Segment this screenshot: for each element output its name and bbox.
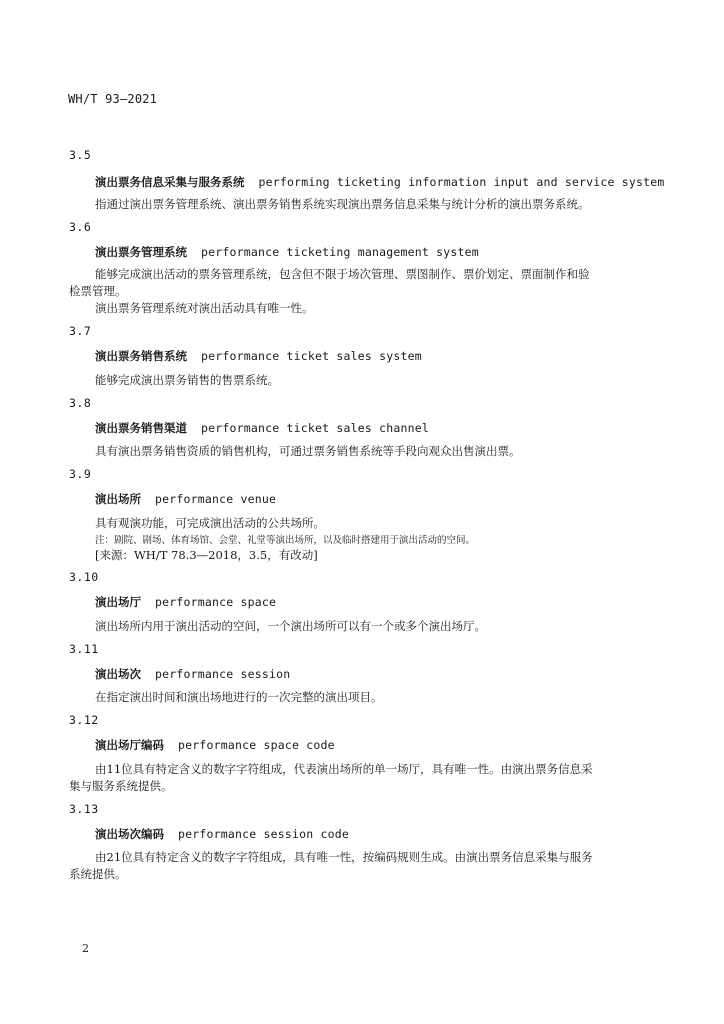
term-heading: [95, 737, 335, 753]
term-heading: [95, 348, 422, 364]
term-english: performance space code: [178, 738, 335, 752]
term-chinese: 演出场厅编码: [95, 738, 164, 752]
clause-number: 3.12: [69, 713, 99, 727]
term-heading: [95, 174, 665, 190]
term-english: performance session code: [178, 827, 349, 841]
term-chinese: 演出票务信息采集与服务系统: [95, 175, 245, 189]
term-english: performing ticketing information input and service system: [258, 175, 665, 189]
clause-number: 3.8: [69, 396, 92, 410]
clause-number: 3.9: [69, 467, 92, 481]
clause-number: 3.7: [69, 324, 92, 338]
term-chinese: 演出场次编码: [95, 827, 164, 841]
term-chinese: 演出票务销售渠道: [95, 421, 187, 435]
term-chinese: 演出场厅: [95, 595, 141, 609]
term-heading: [95, 244, 479, 260]
term-chinese: 演出票务管理系统: [95, 245, 187, 259]
clause-number: 3.13: [69, 802, 99, 816]
term-english: performance venue: [155, 492, 277, 506]
term-english: performance ticket sales channel: [201, 421, 429, 435]
term-english: performance ticketing management system: [201, 245, 479, 259]
term-chinese: 演出票务销售系统: [95, 349, 187, 363]
clause-number: 3.11: [69, 642, 99, 656]
term-english: performance ticket sales system: [201, 349, 422, 363]
definition-text: 集与服务系统提供。: [69, 779, 173, 793]
definition-text: 具有观演功能，可完成演出活动的公共场所。: [95, 516, 325, 530]
definition-text: 检票管理。: [69, 284, 127, 298]
page-number: 2: [82, 942, 89, 955]
term-heading: [95, 420, 429, 436]
definition-text: 在指定演出时间和演出场地进行的一次完整的演出项目。: [95, 690, 383, 704]
definition-text: 能够完成演出活动的票务管理系统，包含但不限于场次管理、票图制作、票价划定、票面制作和验: [95, 267, 590, 281]
clause-number: 3.6: [69, 220, 92, 234]
term-heading: [95, 491, 276, 507]
definition-text: 具有演出票务销售资质的销售机构，可通过票务销售系统等手段向观众出售演出票。: [95, 444, 521, 458]
term-heading: [95, 666, 290, 682]
clause-number: 3.5: [69, 148, 92, 162]
term-chinese: 演出场次: [95, 667, 141, 681]
definition-text: 指通过演出票务管理系统、演出票务销售系统实现演出票务信息采集与统计分析的演出票务系统。: [95, 197, 590, 211]
definition-text: 演出票务管理系统对演出活动具有唯一性。: [95, 301, 314, 315]
definition-note: 注：剧院、剧场、体育场馆、会堂、礼堂等演出场所，以及临时搭建用于演出活动的空间。: [95, 535, 476, 546]
term-heading: [95, 594, 276, 610]
definition-text: 由11位具有特定含义的数字字符组成，代表演出场所的单一场厅，具有唯一性。由演出票务信息采: [95, 762, 593, 776]
definition-text: 系统提供。: [69, 867, 127, 881]
definition-source: [来源：WH/T 78.3—2018，3.5，有改动]: [95, 548, 318, 562]
term-english: performance session: [155, 667, 291, 681]
clause-number: 3.10: [69, 570, 99, 584]
definition-text: 演出场所内用于演出活动的空间，一个演出场所可以有一个或多个演出场厅。: [95, 619, 486, 633]
standard-number-header: WH/T 93—2021: [68, 92, 158, 106]
term-chinese: 演出场所: [95, 492, 141, 506]
term-english: performance space: [155, 595, 277, 609]
definition-text: 由21位具有特定含义的数字字符组成，具有唯一性，按编码规则生成。由演出票务信息采集与服务: [95, 850, 593, 864]
term-heading: [95, 826, 349, 842]
definition-text: 能够完成演出票务销售的售票系统。: [95, 373, 279, 387]
